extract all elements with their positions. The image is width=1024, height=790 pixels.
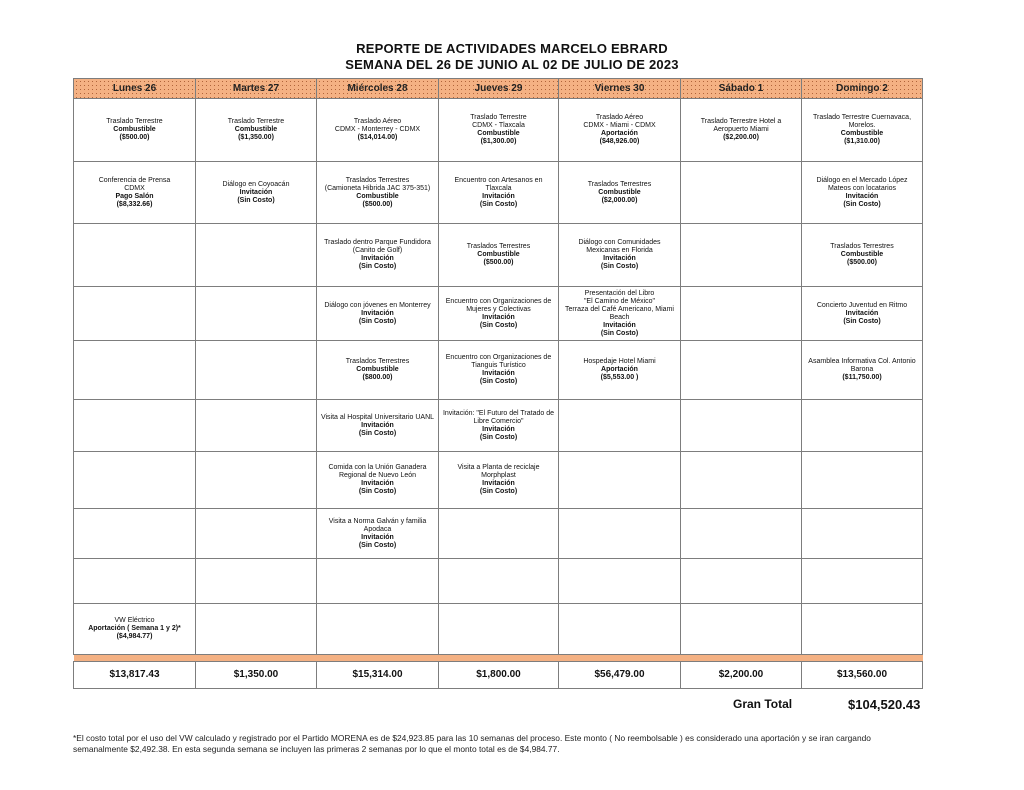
activity-cell [439, 509, 559, 559]
activity-line: Diálogo con Comunidades [578, 239, 661, 246]
activity-line: Presentación del Libro [584, 289, 655, 297]
activity-cell [681, 452, 802, 509]
day-header: Sábado 1 [681, 79, 802, 99]
activity-cell [317, 604, 439, 655]
activity-line: ($5,553.00 ) [600, 374, 639, 381]
activity-line: Barona [850, 366, 874, 373]
activity-line: Apodaca [363, 525, 392, 533]
activity-cell [317, 224, 439, 287]
activity-cell [439, 452, 559, 509]
activity-line: Visita al Hospital Universitario UANL [320, 413, 435, 421]
day-header: Miércoles 28 [317, 79, 439, 99]
activity-line: (Camioneta Hibrida JAC 375-351) [324, 184, 431, 192]
activity-line: Invitación [361, 421, 394, 429]
activity-line: (Canito de Golf) [352, 247, 403, 254]
activity-line: "El Camino de México" [583, 297, 656, 305]
activity-line: Invitación [361, 533, 394, 541]
activity-line: Combustible [234, 126, 278, 133]
activity-cell [74, 400, 196, 452]
activity-line: Comida con la Unión Ganadera [328, 464, 427, 471]
activity-cell [802, 224, 923, 287]
day-header: Domingo 2 [802, 79, 923, 99]
activity-cell [74, 99, 196, 162]
activity-cell [439, 224, 559, 287]
activity-line: Invitación [361, 309, 394, 317]
day-header: Martes 27 [196, 79, 317, 99]
separator-row [74, 655, 923, 662]
activity-cell [317, 559, 439, 604]
activity-line: Aportación [601, 366, 638, 373]
activity-line: Conferencia de Prensa [98, 176, 171, 184]
activity-cell [559, 559, 681, 604]
activity-line: Morphplast [481, 472, 516, 479]
activity-line: Mateos con locatarios [827, 184, 897, 192]
activity-line: Invitación [482, 425, 515, 433]
activity-line: Encuentro con Organizaciones de [445, 354, 552, 361]
activity-line: Traslados Terrestres [345, 176, 410, 184]
activity-cell [196, 509, 317, 559]
activity-line: Combustible [598, 188, 641, 196]
activity-line: Invitación [239, 188, 273, 196]
activity-line: ($500.00) [119, 134, 150, 141]
activity-line: Invitación [361, 255, 394, 262]
activity-line: Invitación [482, 192, 515, 200]
activity-line: ($500.00) [847, 259, 877, 266]
activity-line: Invitación [603, 255, 636, 262]
activity-cell [559, 400, 681, 452]
activity-line: Libre Comercio" [473, 417, 524, 425]
activity-cell [196, 341, 317, 400]
schedule-row [74, 509, 923, 559]
report-title: REPORTE DE ACTIVIDADES MARCELO EBRARD [356, 41, 668, 56]
activity-line: CDMX [124, 184, 145, 192]
activity-line: CDMX - Tlaxcala [472, 122, 525, 129]
activity-line: (Sin Costo) [479, 321, 518, 329]
separator-band [74, 655, 923, 662]
activity-line: Regional de Nuevo León [338, 472, 417, 479]
activity-line: (Sin Costo) [358, 317, 397, 325]
activity-line: Visita a Norma Galván y familia [328, 517, 427, 525]
grand-total-value: $104,520.43 [848, 697, 921, 712]
activity-cell [802, 452, 923, 509]
activity-line: Pago Salón [115, 192, 154, 200]
activity-line: Traslado Aéreo [353, 118, 402, 125]
day-total: $1,800.00 [439, 662, 559, 689]
activity-line: Invitación [482, 313, 515, 321]
activity-line: Asamblea Informativa Col. Antonio [808, 358, 916, 365]
activity-line: Aportación ( Semana 1 y 2)* [88, 625, 181, 632]
activity-line: Combustible [356, 366, 399, 373]
day-total: $13,817.43 [74, 662, 196, 689]
activity-line: ($500.00) [362, 200, 393, 208]
activity-line: Visita a Planta de reciclaje [457, 464, 540, 471]
activity-cell [681, 604, 802, 655]
activity-line: Combustible [113, 126, 156, 133]
activity-line: ($2,000.00) [601, 196, 638, 204]
schedule-row [74, 604, 923, 655]
activity-line: Diálogo con jóvenes en Monterrey [324, 301, 431, 309]
activity-line: VW Eléctrico [114, 617, 155, 624]
activity-line: Invitación: "El Futuro del Tratado de [442, 409, 555, 417]
schedule-row [74, 400, 923, 452]
activity-cell [802, 162, 923, 224]
activity-line: Invitación [845, 309, 879, 317]
activity-line: (Sin Costo) [479, 378, 518, 385]
schedule-row [74, 99, 923, 162]
activity-line: Traslado Terrestre Hotel a [700, 118, 782, 125]
activity-cell [802, 99, 923, 162]
activity-cell [559, 604, 681, 655]
activity-line: Encuentro con Artesanos en [454, 176, 543, 184]
activity-cell [74, 452, 196, 509]
schedule-row [74, 559, 923, 604]
activity-cell [317, 341, 439, 400]
activity-line: ($2,200.00) [723, 134, 759, 141]
activity-line: Combustible [356, 192, 399, 200]
activity-line: (Sin Costo) [479, 488, 518, 495]
schedule-row [74, 287, 923, 341]
activity-cell [681, 162, 802, 224]
activity-cell [317, 452, 439, 509]
activity-cell [74, 224, 196, 287]
activity-cell [681, 341, 802, 400]
activity-cell [74, 604, 196, 655]
activity-cell [802, 400, 923, 452]
activity-line: Traslados Terrestres [830, 243, 894, 250]
activity-line: ($1,310.00) [844, 138, 880, 145]
day-header: Viernes 30 [559, 79, 681, 99]
activity-line: (Sin Costo) [600, 263, 639, 270]
day-total: $2,200.00 [681, 662, 802, 689]
activity-line: Traslado Aéreo [595, 114, 644, 121]
activity-cell [439, 287, 559, 341]
activity-line: CDMX - Monterrey - CDMX [334, 126, 421, 133]
activity-line: Beach [609, 313, 630, 321]
activity-line: Mujeres y Colectivas [466, 305, 531, 313]
activity-cell [74, 162, 196, 224]
activity-cell [317, 509, 439, 559]
activity-line: (Sin Costo) [358, 488, 397, 495]
activity-cell [196, 559, 317, 604]
activity-line: Invitación [482, 370, 515, 377]
activity-line: Concierto Juventud en Ritmo [816, 301, 908, 309]
activity-line: Traslado Terrestre Cuernavaca, [812, 114, 912, 121]
footnote: *El costo total por el uso del VW calculado y registrado por el Partido MORENA es de $24,923.85 para las 10 semanas del proceso. Este monto ( No reembolsable ) es considerado una aportación y se iran cargando semanalmente $2,492.38. En esta segunda semana se incluyen las primeras 2 semanas por lo que el monto total es de $4,984.77. [73, 733, 871, 754]
activity-cell [559, 162, 681, 224]
activity-cell [196, 162, 317, 224]
activity-cell [196, 99, 317, 162]
activity-line: Tianguis Turístico [471, 362, 526, 369]
activity-line: Traslados Terrestres [345, 358, 410, 365]
activity-cell [802, 341, 923, 400]
activity-cell [74, 287, 196, 341]
activity-line: ($1,300.00) [480, 138, 517, 145]
activity-line: ($14,014.00) [357, 134, 398, 141]
activity-line: Traslados Terrestres [587, 180, 652, 188]
activity-cell [317, 99, 439, 162]
activity-cell [74, 341, 196, 400]
day-total: $15,314.00 [317, 662, 439, 689]
activity-cell [681, 99, 802, 162]
activity-line: ($8,332.66) [116, 200, 153, 208]
day-total: $56,479.00 [559, 662, 681, 689]
activity-line: (Sin Costo) [843, 317, 881, 325]
activity-line: Diálogo en el Mercado López [816, 176, 908, 184]
activity-line: (Sin Costo) [358, 541, 397, 549]
day-total: $1,350.00 [196, 662, 317, 689]
day-total: $13,560.00 [802, 662, 923, 689]
activity-line: (Sin Costo) [237, 196, 275, 204]
activity-line: Invitación [845, 192, 879, 200]
day-header: Jueves 29 [439, 79, 559, 99]
activity-line: Traslado dentro Parque Fundidora [324, 239, 431, 246]
activity-line: (Sin Costo) [358, 263, 397, 270]
schedule-row [74, 162, 923, 224]
activity-line: ($500.00) [483, 259, 514, 266]
activity-line: Invitación [482, 480, 515, 487]
activity-line: ($48,926.00) [599, 138, 640, 145]
activity-line: (Sin Costo) [479, 433, 518, 441]
activity-cell [196, 224, 317, 287]
activity-cell [439, 162, 559, 224]
activity-cell [802, 287, 923, 341]
schedule-table [73, 78, 923, 689]
activity-cell [681, 400, 802, 452]
activity-line: Mexicanas en Florida [586, 247, 653, 254]
activity-cell [196, 452, 317, 509]
activity-cell [559, 452, 681, 509]
activity-cell [317, 400, 439, 452]
activity-cell [74, 559, 196, 604]
activity-line: Traslado Terrestre [470, 114, 527, 121]
activity-cell [439, 400, 559, 452]
grand-total-label: Gran Total [733, 697, 793, 711]
schedule-row [74, 224, 923, 287]
activity-line: Aeropuerto Miami [713, 126, 769, 133]
activity-cell [802, 509, 923, 559]
activity-line: CDMX - Miami - CDMX [583, 122, 656, 129]
activity-cell [439, 99, 559, 162]
activity-line: ($4,984.77) [116, 633, 153, 640]
activity-line: (Sin Costo) [600, 329, 639, 337]
activity-line: Combustible [477, 130, 520, 137]
activity-cell [559, 287, 681, 341]
day-header-row [74, 79, 923, 99]
activity-line: Traslado Terrestre [227, 118, 285, 125]
activity-cell [196, 287, 317, 341]
activity-line: ($1,350.00) [238, 134, 274, 141]
activity-cell [681, 509, 802, 559]
activity-line: ($800.00) [362, 374, 393, 381]
activity-cell [439, 341, 559, 400]
activity-cell [802, 604, 923, 655]
activity-line: Diálogo en Coyoacán [222, 180, 290, 188]
activity-cell [74, 509, 196, 559]
activity-line: Tlaxcala [485, 184, 512, 192]
activity-cell [317, 162, 439, 224]
activity-cell [681, 224, 802, 287]
activity-cell [802, 559, 923, 604]
schedule-row [74, 452, 923, 509]
activity-line: (Sin Costo) [479, 200, 518, 208]
activity-cell [317, 287, 439, 341]
activity-cell [439, 559, 559, 604]
activity-cell [681, 287, 802, 341]
activity-line: Combustible [477, 251, 520, 258]
activity-line: Traslados Terrestres [466, 243, 531, 250]
activity-line: (Sin Costo) [358, 429, 397, 437]
activity-line: Aportación [601, 130, 638, 137]
activity-line: Invitación [603, 321, 636, 329]
activity-line: ($11,750.00) [842, 374, 882, 381]
activity-cell [559, 509, 681, 559]
activity-line: (Sin Costo) [843, 200, 881, 208]
activity-cell [559, 224, 681, 287]
report-subtitle: SEMANA DEL 26 DE JUNIO AL 02 DE JULIO DE 2023 [345, 57, 679, 72]
activity-line: Traslado Terrestre [106, 118, 163, 125]
activity-cell [681, 559, 802, 604]
activity-line: Combustible [840, 130, 884, 137]
activity-line: Morelos. [848, 122, 876, 129]
activity-cell [196, 400, 317, 452]
totals-row [74, 662, 923, 689]
activity-cell [559, 99, 681, 162]
schedule-body [74, 99, 923, 655]
activity-line: Invitación [361, 480, 394, 487]
activity-line: Terraza del Café Americano, Miami [565, 305, 674, 313]
activity-line: Combustible [840, 251, 884, 258]
activity-cell [196, 604, 317, 655]
activity-line: Hospedaje Hotel Miami [583, 358, 656, 365]
activity-cell [559, 341, 681, 400]
activity-cell [439, 604, 559, 655]
activity-line: Encuentro con Organizaciones de [445, 297, 552, 305]
day-header: Lunes 26 [74, 79, 196, 99]
schedule-row [74, 341, 923, 400]
